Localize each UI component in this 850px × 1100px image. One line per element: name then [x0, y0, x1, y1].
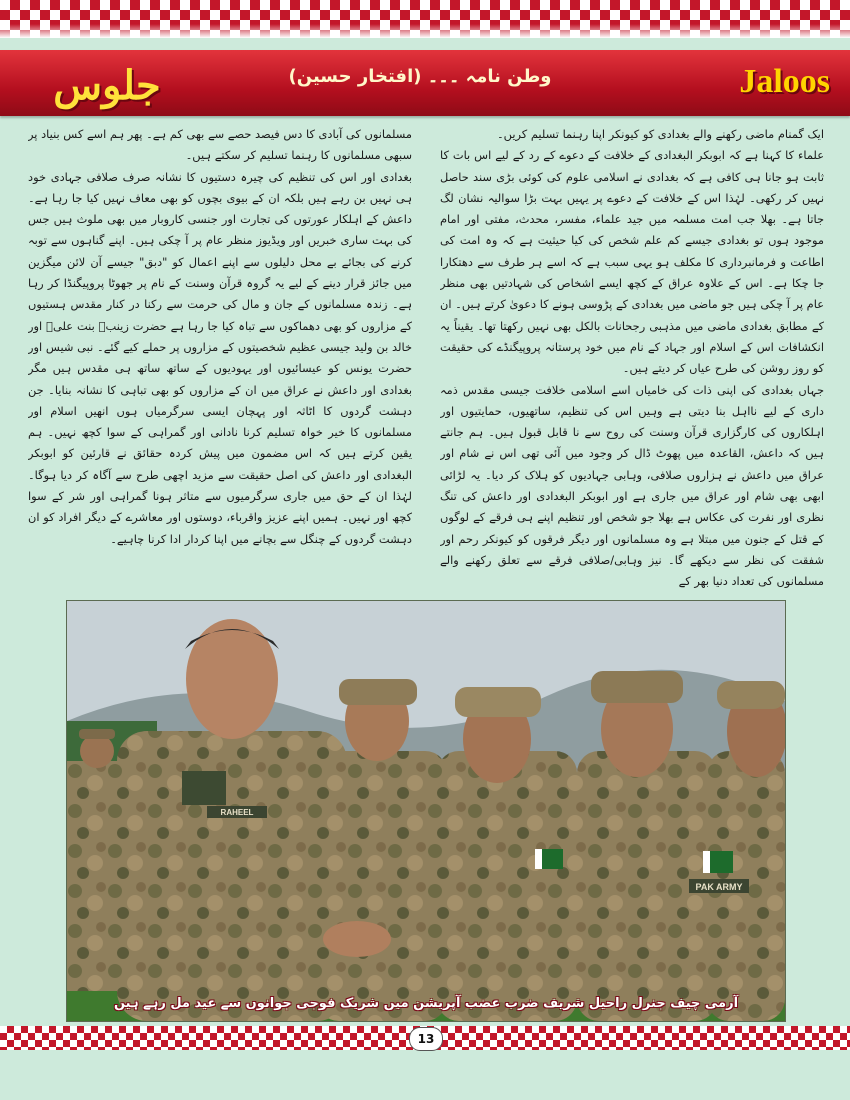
paragraph: مسلمانوں کی آبادی کا دس فیصد حصے سے بھی کم ہے۔ پھر ہم اسے کس بنیاد پر سبھی مسلمانوں کا رہنما تسلیم کر سکتے ہیں۔ — [28, 127, 412, 163]
article-column-left — [28, 124, 412, 616]
top-checker-border — [0, 0, 850, 38]
paragraph: علماء کا کہنا ہے کہ ابوبکر البغدادی کے خلافت کے دعوے کے رد کے لیے اس بات کا ثابت ہو جانا ہی کافی ہے کہ بغدادی نے اسلامی علوم کی کوئی بڑی سند حاصل نہیں کر رکھی۔ لہٰذا اس کے خلافت کے دعوے پر یہیں بہت بڑا سوالیہ نشان لگ جاتا ہے۔ بھلا جب امت مسلمہ میں جید علماء، مفسر، محدث، مفتی اور امام موجود ہوں تو بغدادی جیسے کم علم شخص کی کیا حیثیت ہے کہ وہ امت کی اطاعت و فرمانبرداری کا مکلف ہو یہی سبب ہے کہ اسے ہر طرف سے دھتکارا جا چکا ہے۔ اس کے علاوہ عراق کے کچھ ایسے اشخاص کی شہادتیں بھی منظر عام پر آ چکی ہیں جو ماضی میں بغدادی کے پڑوسی ہونے کا دعویٰ کرتے ہیں۔ ان کے مطابق بغدادی ماضی میں مذہبی رجحانات بالکل بھی نہیں رکھتا تھا۔ یقیناً یہ انکشافات اس کے اسلام اور جہاد کے نام میں خود پرستانہ پروپیگنڈے کی حقیقت کو روز روشن کی طرح عیاں کر دیتے ہیں۔ — [440, 148, 824, 376]
paragraph: ایک گمنام ماضی رکھنے والے بغدادی کو کیونکر اپنا رہنما تسلیم کریں۔ — [496, 127, 824, 141]
army-chief-photo — [66, 600, 786, 1022]
paragraph: بغدادی اور اس کی تنظیم کی چیرہ دستیوں کا نشانہ صرف صلافی جہادی خود ہی نہیں بن رہے ہیں بلکہ ان کے بیوی بچوں کو بھی معاف نہیں کیا جا رہا ہے۔ داعش کے اہلکار عورتوں کی تجارت اور جنسی کاروبار میں بھی ملوث ہیں جس کی بہت ساری خبریں اور ویڈیوز منظر عام پر آ چکی ہیں۔ اپنے گناہوں سے توبہ کرنے کی بجائے بے محل دلیلوں سے اپنے اعمال کو "دبق" جیسے آن لائن میگزین میں جائز قرار دینے کے لیے یہ گروہ قرآن وسنت کے نام پر جھوٹا پروپیگنڈا کر رہا ہے۔ زندہ مسلمانوں کے جان و مال کی حرمت سے رکنا در کنار مقدس ہستیوں کے مزاروں کو بھی دھماکوں سے تباہ کیا جا رہا ہے حضرت زینبؓ بنت علیؓ اور خالد بن ولید جیسی عظیم شخصیتوں کے مزاروں پر حملے کیے گئے۔ نبی شیس اور حضرت یونس کو عیسائیوں اور یہودیوں کے ساتھ ساتھ ہی مقدس ہیں مگر بغدادی اور داعش نے عراق میں ان کے مزاروں کو بھی تباہی کا نشانہ بنایا۔ جن دہشت گردوں کا اٹاثہ اور پہچان ایسی سرگرمیاں ہوں انھیں اسلام اور مسلمانوں کا خیر خواہ تسلیم کرنا نادانی اور گمراہی کے سوا کچھ نہیں۔ ہم یقین کرتے ہیں کہ اس مضمون میں پیش کردہ حقائق نے قارئین کو ابوبکر البغدادی اور داعش کی اصل حقیقت سے مزید اچھی طرح سے آگاہ کر دیا ہوگا۔ لہٰذا ان کے حق میں جاری سرگرمیوں سے متاثر ہونا گمراہی اور شر کے سوا کچھ اور نہیں۔ ہمیں اپنے عزیز واقرباء، دوستوں اور معاشرے کے دیگر افراد کو ان دہشت گردوں کے چنگل سے بچانے میں اپنا کردار ادا کرنا چاہیے۔ — [28, 169, 412, 546]
paragraph: جہاں بغدادی کی اپنی ذات کی خامیاں اسے اسلامی خلافت جیسی مقدس ذمہ داری کے لیے نااہل بنا دیتی ہے وہیں اس کی تنظیم، ساتھیوں، حمایتیوں اور اہلکاروں کی کارگزاری قرآن وسنت کی روح سے نا قابل قبول ہیں۔ ہم جانتے ہیں کہ داعش، القاعدہ میں پھوٹ ڈال کر وجود میں آئی تھی اس نے شام اور عراق میں داعش نے ہزاروں صلافی، وہابی جہادیوں کو ہلاک کر دیا۔ یہ لڑائی ابھی بھی شام اور عراق میں جاری ہے اور ابوبکر البغدادی اور داعش کی تنگ نظری اور نفرت کی عکاس ہے بھلا جو شخص اور تنظیم اپنے ہی فرقے کے لوگوں کے قتل کے جنون میں مبتلا ہے وہ مسلمانوں اور دیگر فرقوں کو کیونکر رحم اور شفقت کی نظر سے دیکھے گا۔ نیز وہابی/صلافی فرقے سے تعلق رکھنے والے مسلمانوں کی تعداد دنیا بھر کے — [440, 382, 824, 589]
badge-text: PAK ARMY — [695, 882, 743, 892]
article-body — [28, 124, 824, 616]
photo-illustration — [67, 601, 785, 1021]
magazine-title-english: Jaloos — [739, 63, 830, 100]
magazine-title-urdu: جلوس — [53, 62, 161, 109]
article-column-right — [440, 124, 824, 616]
page-number: 13 — [409, 1027, 443, 1051]
section-byline: وطن نامہ ۔۔۔ (افتخار حسین) — [288, 66, 552, 87]
photo-caption: آرمی چیف جنرل راحیل شریف ضرب عضب آپریشن میں شریک فوجی جوانوں سے عید مل رہے ہیں — [113, 996, 739, 1011]
badge-text: RAHEEL — [220, 808, 254, 817]
